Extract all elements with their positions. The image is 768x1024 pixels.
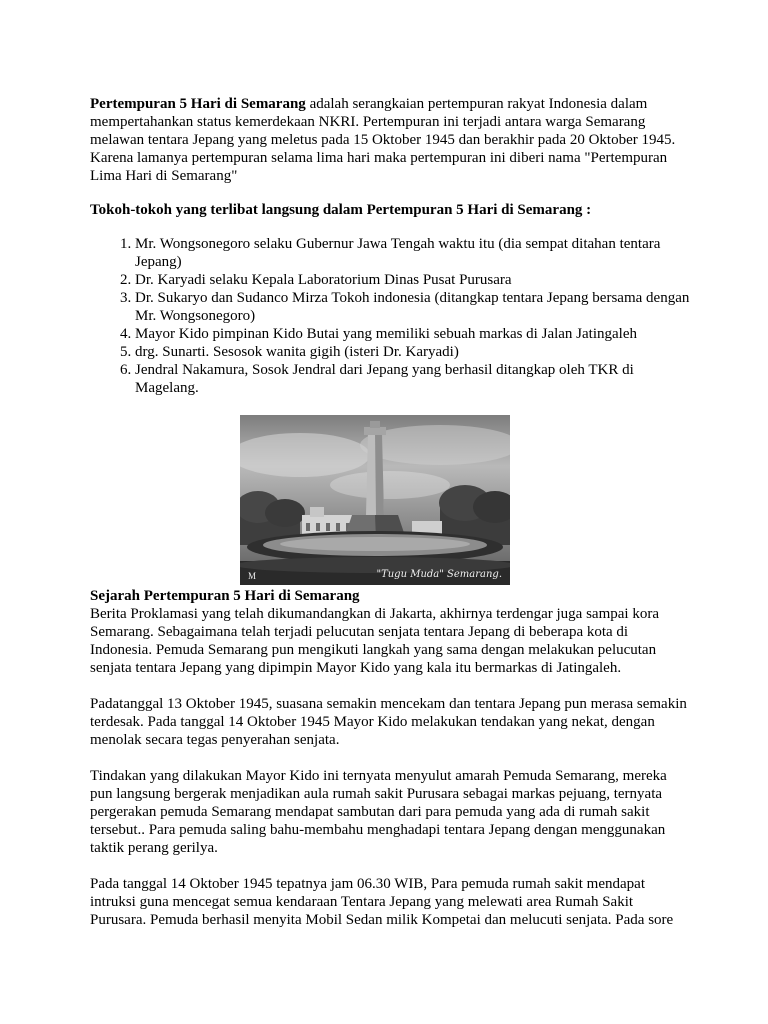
intro-paragraph: [90, 95, 690, 185]
photo-mark: M: [248, 571, 257, 581]
intro-term: Pertempuran 5 Hari di Semarang: [90, 96, 306, 112]
list-item: 1. Mr. Wongsonegoro selaku Gubernur Jawa Tengah waktu itu (dia sempat ditahan tentara Jepang): [135, 235, 690, 271]
list-item: 5. drg. Sunarti. Sesosok wanita gigih (isteri Dr. Karyadi): [135, 343, 690, 361]
monument-illustration: [240, 415, 510, 585]
list-item: 3. Dr. Sukaryo dan Sudanco Mirza Tokoh indonesia (ditangkap tentara Jepang bersama dengan Mr. Wongsonegoro): [135, 289, 690, 325]
history-paragraph-1: Berita Proklamasi yang telah dikumandangkan di Jakarta, akhirnya terdengar juga sampai kora Semarang. Sebagaimana telah terjadi pelucutan senjata tentara Jepang di beberapa kota di Indonesia. Pemuda Semarang pun mengikuti langkah yang sama dengan melakukan pelucutan senjata tentara Jepang yang dipimpin Mayor Kido yang kala itu bermarkas di Jatingaleh.: [90, 606, 659, 676]
history-paragraph-4: Pada tanggal 14 Oktober 1945 tepatnya jam 06.30 WIB, Para pemuda rumah sakit mendapat intruksi guna mencegat semua kendaraan Tentara Jepang yang melewati area Rumah Sakit Purusara. Pemuda berhasil menyita Mobil Sedan milik Kompetai dan melucuti senjata. Pada sore: [90, 876, 674, 928]
history-paragraph-2: Padatanggal 13 Oktober 1945, suasana semakin mencekam dan tentara Jepang pun merasa semakin terdesak. Pada tanggal 14 Oktober 1945 Mayor Kido melakukan tendakan yang nekat, dengan menolak secara tegas penyerahan senjata.: [90, 696, 687, 748]
photo-container: [90, 415, 690, 585]
figures-list: [90, 235, 690, 397]
list-item: 6. Jendral Nakamura, Sosok Jendral dari Jepang yang berhasil ditangkap oleh TKR di Magelang.: [135, 361, 690, 397]
list-item: 4. Mayor Kido pimpinan Kido Butai yang memiliki sebuah markas di Jalan Jatingaleh: [135, 325, 690, 343]
document-content: [90, 95, 690, 947]
figures-heading: Tokoh-tokoh yang terlibat langsung dalam Pertempuran 5 Hari di Semarang :: [90, 202, 592, 218]
history-title: Sejarah Pertempuran 5 Hari di Semarang: [90, 588, 360, 604]
intro-text: adalah serangkaian pertempuran rakyat Indonesia dalam mempertahankan status kemerdekaan NKRI. Pertempuran ini terjadi antara warga Semarang melawan tentara Jepang yang meletus pada 15 Oktober 1945 dan berakhir pada 20 Oktober 1945. Karena lamanya pertempuran selama lima hari maka pertempuran ini diberi nama "Pertempuran Lima Hari di Semarang": [90, 96, 676, 184]
history-paragraph-3: Tindakan yang dilakukan Mayor Kido ini ternyata menyulut amarah Pemuda Semarang, mereka pun langsung bergerak menjadikan aula rumah sakit Purusara sebagai markas pejuang, ternyata pergerakan pemuda Semarang mendapat sambutan dari para pemuda yang ada di rumah sakit tersebut.. Para pemuda saling bahu-membahu menghadapi tentara Jepang dengan menggunakan taktik perang gerilya.: [90, 768, 667, 856]
tugu-muda-photo: [240, 415, 510, 585]
photo-caption: "Tugu Muda" Semarang.: [376, 569, 502, 580]
list-item: 2. Dr. Karyadi selaku Kepala Laboratorium Dinas Pusat Purusara: [135, 271, 690, 289]
